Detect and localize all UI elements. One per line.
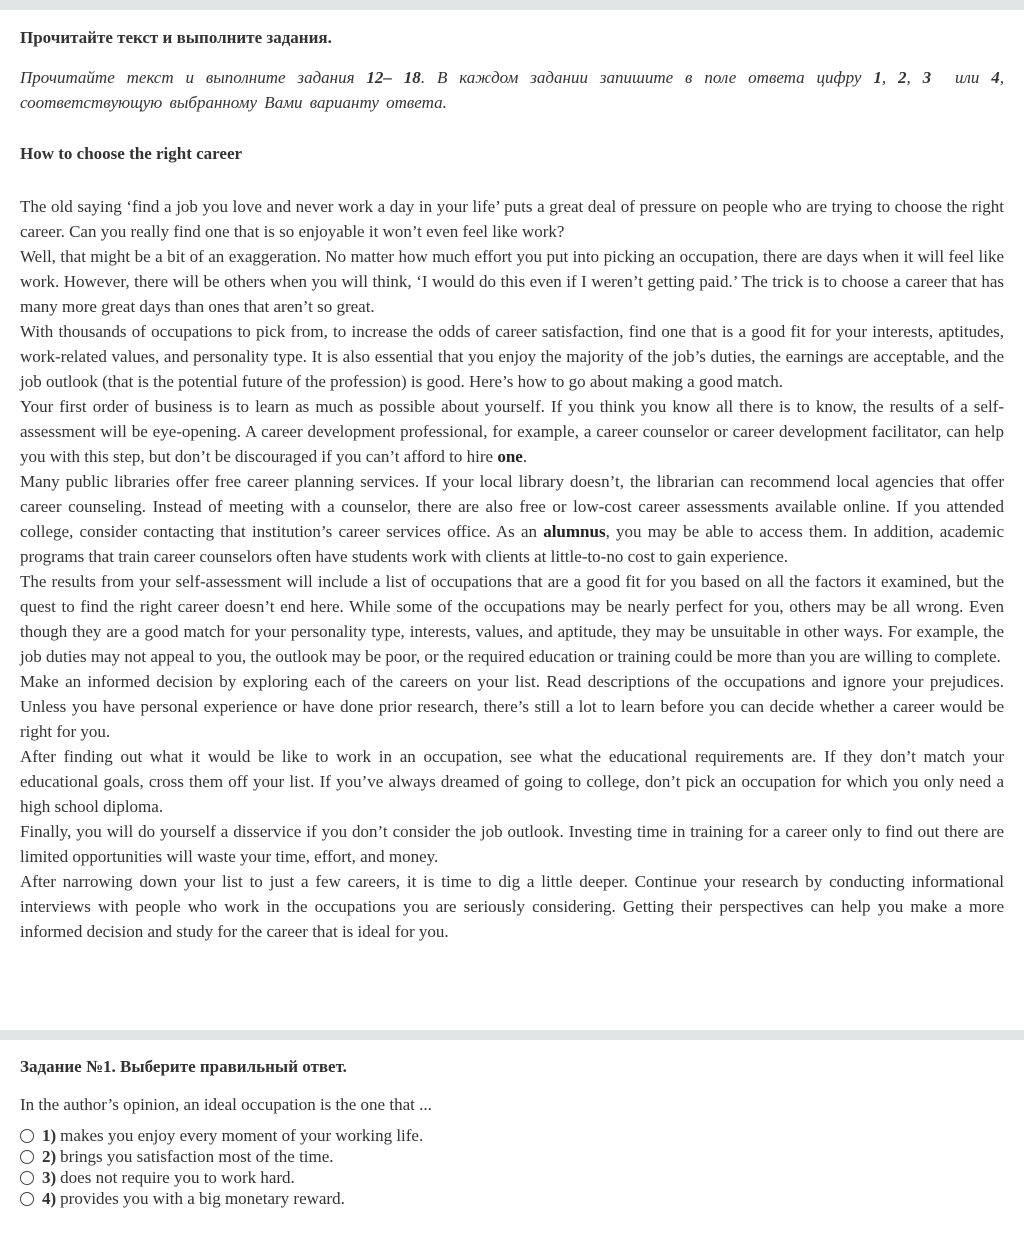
text-span: , you may be able to access them. In addition, academic programs that train career counselors often have students work with clients at little-to-no cost to gain experience. bbox=[20, 522, 1004, 566]
task-range: 12– 18 bbox=[366, 68, 421, 87]
instruction-part: . В каждом задании запишите в поле ответа цифру bbox=[420, 68, 874, 87]
text-span: . bbox=[522, 447, 528, 466]
option-number: 4) bbox=[42, 1189, 57, 1208]
question-block bbox=[20, 1040, 1004, 1209]
section-divider-bar bbox=[0, 1030, 1024, 1040]
answer-option-2[interactable] bbox=[20, 1146, 1004, 1167]
option-label: provides you with a big monetary reward. bbox=[60, 1189, 345, 1208]
article-paragraph: With thousands of occupations to pick from, to increase the odds of career satisfaction, find one that is a good fit for your interests, aptitudes, work-related values, and personality type. It is also essential that you enjoy the majority of the job’s duties, the earnings are acceptable, and the job outlook (that is the potential future of the profession) is good. Here’s how to go about making a good match. bbox=[20, 322, 1004, 391]
top-divider-bar bbox=[0, 0, 1024, 10]
option-number: 2) bbox=[42, 1147, 57, 1166]
article-paragraph bbox=[20, 469, 1004, 569]
radio-unselected-icon[interactable] bbox=[20, 1171, 34, 1185]
option-label: does not require you to work hard. bbox=[60, 1168, 295, 1187]
instruction-part: Прочитайте текст и выполните задания bbox=[20, 68, 367, 87]
article-paragraph: The results from your self-assessment will include a list of occupations that are a good fit for you based on all the factors it examined, but the quest to find the right career doesn’t end here. While some of the occupations may be nearly perfect for you, others may be all wrong. Even though they are a good match for your personality type, interests, values, and aptitude, they may be unsuitable in other ways. For example, the job duties may not appeal to you, the outlook may be poor, or the required education or training could be more than you are willing to complete. bbox=[20, 572, 1004, 666]
article-paragraph: Finally, you will do yourself a disservice if you don’t consider the job outlook. Investing time in training for a career only to find out there are limited opportunities will waste your time, effort, and money. bbox=[20, 822, 1004, 866]
question-text: In the author’s opinion, an ideal occupation is the one that ... bbox=[20, 1095, 432, 1114]
option-label: makes you enjoy every moment of your working life. bbox=[60, 1126, 424, 1145]
article-title: How to choose the right career bbox=[20, 144, 243, 163]
article-paragraph bbox=[20, 394, 1004, 469]
radio-unselected-icon[interactable] bbox=[20, 1129, 34, 1143]
digit-option: 4 bbox=[991, 68, 1000, 87]
option-number: 1) bbox=[42, 1126, 57, 1145]
separator: или bbox=[931, 68, 992, 87]
text-span: Your first order of business is to learn as much as possible about yourself. If you think you know all there is to know, the results of a self-assessment will be eye-opening. A career development professional, for example, a career counselor or career development facilitator, can help you with this step, but don’t be discouraged if you can’t afford to hire bbox=[20, 397, 1004, 466]
highlighted-word: alumnus bbox=[543, 522, 606, 541]
question-header: Задание №1. Выберите правильный ответ. bbox=[20, 1057, 347, 1076]
article-paragraph: After finding out what it would be like to work in an occupation, see what the educational requirements are. If they don’t match your educational goals, cross them off your list. If you’ve always dreamed of going to college, don’t pick an occupation for which you only need a high school diploma. bbox=[20, 747, 1004, 816]
article-paragraph: After narrowing down your list to just a few careers, it is time to dig a little deeper. Continue your research by conducting informational interviews with people who work in the occupations you are seriously considering. Getting their perspectives can help you make a more informed decision and study for the career that is ideal for you. bbox=[20, 872, 1004, 941]
answer-option-4[interactable] bbox=[20, 1188, 1004, 1209]
article-body bbox=[20, 194, 1004, 944]
instruction-text bbox=[20, 65, 1004, 115]
option-number: 3) bbox=[42, 1168, 57, 1187]
separator: , bbox=[881, 68, 898, 87]
highlighted-word: one bbox=[497, 447, 523, 466]
answer-option-1[interactable] bbox=[20, 1125, 1004, 1146]
digit-option: 3 bbox=[922, 68, 932, 87]
reading-section bbox=[0, 28, 1024, 944]
radio-unselected-icon[interactable] bbox=[20, 1150, 34, 1164]
instruction-part: , соответствующую выбранному Вами варианту ответа. bbox=[20, 68, 1005, 112]
answer-options bbox=[20, 1125, 1004, 1209]
digit-option: 2 bbox=[897, 68, 907, 87]
answer-option-3[interactable] bbox=[20, 1167, 1004, 1188]
option-label: brings you satisfaction most of the time. bbox=[60, 1147, 334, 1166]
article-paragraph: Well, that might be a bit of an exaggeration. No matter how much effort you put into picking an occupation, there are days when it will feel like work. However, there will be others when you will think, ‘I would do this even if I weren’t getting paid.’ The trick is to choose a career that has many more great days than ones that aren’t so great. bbox=[20, 247, 1004, 316]
separator: , bbox=[906, 68, 923, 87]
article-paragraph: Make an informed decision by exploring each of the careers on your list. Read descriptions of the occupations and ignore your prejudices. Unless you have personal experience or have done prior research, there’s still a lot to learn before you can decide whether a career would be right for you. bbox=[20, 672, 1004, 741]
text-span: Many public libraries offer free career planning services. If your local library doesn’t, the librarian can recommend local agencies that offer career counseling. Instead of meeting with a counselor, there are also free or low-cost career assessments available online. If you attended college, consider contacting that institution’s career services office. As an bbox=[20, 472, 1004, 541]
radio-unselected-icon[interactable] bbox=[20, 1192, 34, 1206]
task-header: Прочитайте текст и выполните задания. bbox=[20, 28, 332, 47]
digit-option: 1 bbox=[873, 68, 882, 87]
article-paragraph: The old saying ‘find a job you love and never work a day in your life’ puts a great deal of pressure on people who are trying to choose the right career. Can you really find one that is so enjoyable it won’t even feel like work? bbox=[20, 197, 1004, 241]
